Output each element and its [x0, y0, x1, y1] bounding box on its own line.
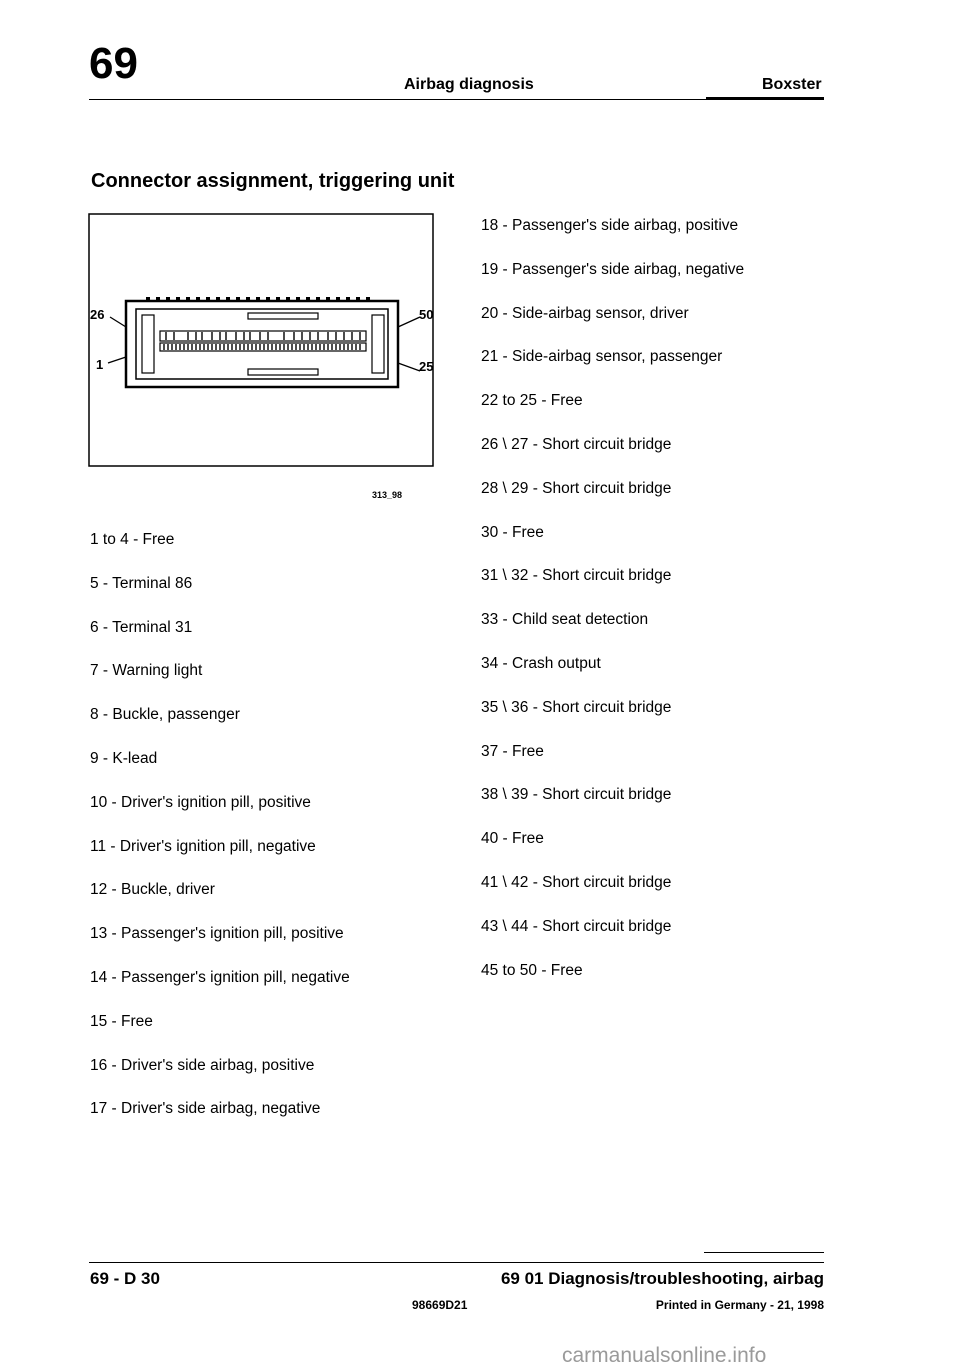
pin-item: 12 - Buckle, driver: [90, 881, 215, 899]
pin-label-1: 1: [96, 357, 104, 372]
pin-item: 6 - Terminal 31: [90, 618, 193, 636]
header-title: Airbag diagnosis: [404, 76, 534, 93]
connector-diagram: [88, 213, 440, 469]
pin-item: 33 - Child seat detection: [481, 611, 649, 629]
pin-item: 5 - Terminal 86: [90, 574, 193, 592]
chapter-number: 69: [89, 39, 138, 88]
header-model: Boxster: [762, 76, 822, 93]
pin-item: 20 - Side-airbag sensor, driver: [481, 304, 689, 322]
watermark: carmanualsonline.info: [562, 1344, 767, 1367]
pin-list-right: [481, 216, 744, 1004]
pin-item: 31 \ 32 - Short circuit bridge: [481, 567, 672, 585]
figure-caption: 313_98: [372, 490, 403, 500]
pin-item: 7 - Warning light: [90, 662, 203, 680]
pin-item: 10 - Driver's ignition pill, positive: [90, 793, 311, 811]
pin-list-left: [90, 530, 350, 1143]
pin-item: 11 - Driver's ignition pill, negative: [90, 837, 316, 855]
pin-item: 43 \ 44 - Short circuit bridge: [481, 917, 672, 935]
pin-item: 14 - Passenger's ignition pill, negative: [90, 968, 350, 986]
pin-item: 16 - Driver's side airbag, positive: [90, 1056, 315, 1074]
pin-item: 22 to 25 - Free: [481, 392, 583, 410]
pin-item: 40 - Free: [481, 830, 544, 848]
pin-item: 19 - Passenger's side airbag, negative: [481, 260, 745, 278]
print-info: Printed in Germany - 21, 1998: [655, 1298, 824, 1312]
pin-label-25: 25: [419, 359, 434, 374]
pin-item: 17 - Driver's side airbag, negative: [90, 1100, 321, 1118]
pin-item: 13 - Passenger's ignition pill, positive: [90, 925, 344, 943]
document-number: 98669D21: [412, 1298, 468, 1312]
pin-item: 1 to 4 - Free: [90, 531, 175, 548]
section-reference: 69 01 Diagnosis/troubleshooting, airbag: [500, 1269, 824, 1288]
footer-rule: [89, 1262, 824, 1263]
header-rule-accent: [706, 97, 824, 99]
pin-item: 18 - Passenger's side airbag, positive: [481, 217, 739, 234]
pin-item: 26 \ 27 - Short circuit bridge: [481, 435, 672, 453]
page-number: 69 - D 30: [90, 1269, 160, 1288]
footer-rule-accent: [704, 1252, 824, 1253]
pin-item: 28 \ 29 - Short circuit bridge: [481, 479, 672, 497]
pin-item: 37 - Free: [481, 742, 544, 760]
pin-item: 30 - Free: [481, 523, 544, 541]
section-title: Connector assignment, triggering unit: [91, 170, 455, 192]
pin-label-50: 50: [419, 307, 434, 322]
pin-item: 9 - K-lead: [90, 749, 158, 767]
pin-item: 35 \ 36 - Short circuit bridge: [481, 698, 672, 716]
pin-item: 38 \ 39 - Short circuit bridge: [481, 786, 672, 804]
header-rule: [89, 99, 824, 100]
pin-item: 34 - Crash output: [481, 654, 601, 672]
pin-item: 45 to 50 - Free: [481, 961, 583, 979]
pin-item: 15 - Free: [90, 1012, 153, 1030]
pin-item: 21 - Side-airbag sensor, passenger: [481, 348, 723, 366]
pin-item: 41 \ 42 - Short circuit bridge: [481, 873, 672, 891]
pin-label-26: 26: [90, 307, 105, 322]
pin-item: 8 - Buckle, passenger: [90, 706, 240, 724]
